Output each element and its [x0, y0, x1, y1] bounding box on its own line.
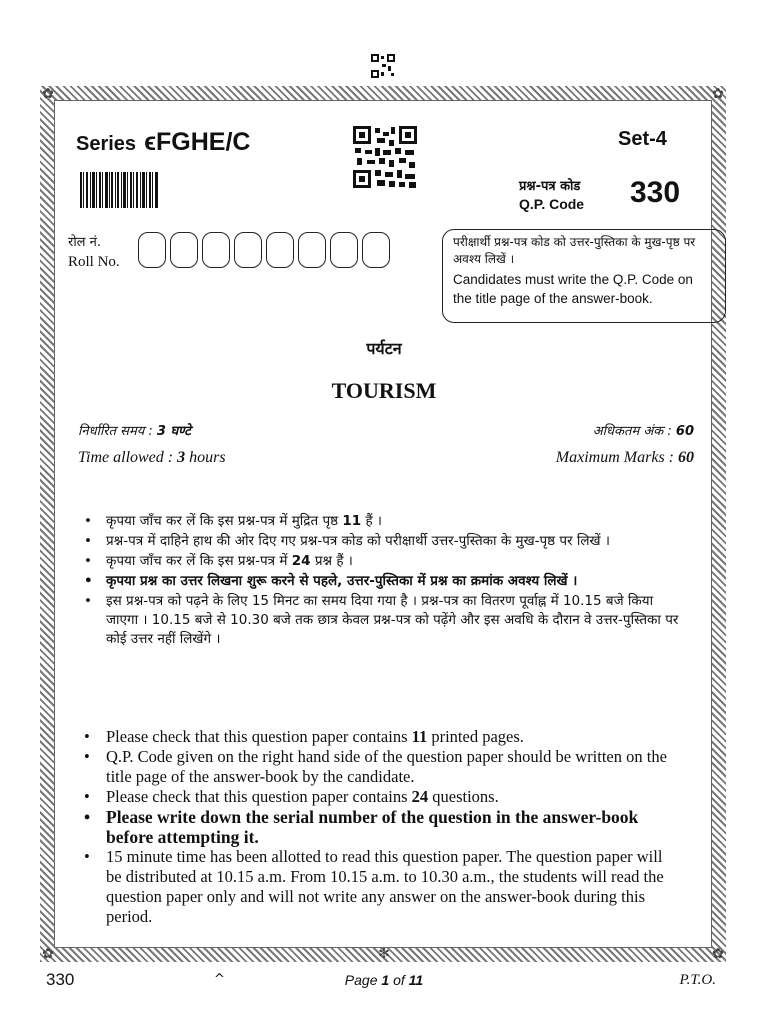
- subject-title-hindi: पर्यटन: [366, 339, 402, 358]
- instructions-english: [78, 727, 682, 927]
- footer-caret: ^: [214, 972, 225, 987]
- roll-digit-box: [266, 232, 294, 268]
- qp-code-label: Q.P. Code: [519, 196, 585, 212]
- series-line: [76, 128, 250, 157]
- roll-digit-box: [330, 232, 358, 268]
- center-ornament-icon: ✻: [378, 946, 390, 962]
- instruction-item: • Please write down the serial number of the question in the answer-book before attempting it.: [78, 807, 682, 847]
- qp-code-value: 330: [630, 176, 681, 209]
- instruction-item: • Please check that this question paper contains 24 questions.: [78, 787, 682, 807]
- time-value-hindi: 3 घण्टे: [156, 424, 191, 439]
- footer-qp-code: 330: [46, 970, 75, 989]
- marks-label-hindi: अधिकतम अंक :: [592, 424, 676, 439]
- instruction-item: • Please check that this question paper contains 11 printed pages.: [78, 727, 682, 747]
- roll-digit-box: [298, 232, 326, 268]
- max-marks: [556, 449, 694, 467]
- instruction-item: • इस प्रश्न-पत्र को पढ़ने के लिए 15 मिनट का समय दिया गया है । प्रश्न-पत्र का वितरण पूर्वाह्न में 10.15 बजे किया जाएगा । 10.15 बजे से 10.30 बजे तक छात्र केवल प्रश्न-पत्र को पढ़ेंगे और इस अवधि के दौरान वे उत्तर-पुस्तिका पर कोई उत्तर नहीं लिखेंगे ।: [78, 592, 682, 649]
- roll-label-hindi: रोल नं.: [68, 235, 101, 250]
- qr-code: [353, 126, 417, 188]
- marks-value: 60: [678, 449, 694, 466]
- notice-text-hindi: परीक्षार्थी प्रश्न-पत्र कोड को उत्तर-पुस्तिका के मुख-पृष्ठ पर अवश्य लिखें ।: [453, 235, 696, 266]
- time-allowed-hindi: [78, 421, 191, 439]
- barcode-graphic: [80, 172, 158, 208]
- subject-title: TOURISM: [331, 378, 437, 403]
- roll-digit-box: [362, 232, 390, 268]
- roll-digit-box: [170, 232, 198, 268]
- roll-digit-box: [138, 232, 166, 268]
- notice-text: Candidates must write the Q.P. Code on the title page of the answer-book.: [453, 272, 693, 306]
- instructions-hindi: [78, 512, 682, 650]
- max-marks-hindi: [593, 421, 694, 439]
- set-number: Set-4: [618, 128, 667, 150]
- corner-ornament-icon: ✿: [42, 946, 54, 962]
- instruction-item: • प्रश्न-पत्र में दाहिने हाथ की ओर दिए गए प्रश्न-पत्र कोड को परीक्षार्थी उत्तर-पुस्तिका के मुख-पृष्ठ पर लिखें ।: [78, 532, 682, 551]
- time-label: Time allowed :: [78, 449, 178, 466]
- corner-ornament-icon: ✿: [712, 86, 724, 102]
- instruction-item: • 15 minute time has been allotted to read this question paper. The question paper will be distributed at 10.15 a.m. From 10.15 a.m. to 10.30 a.m., the students will read the question paper only and will not write any answer on the answer-book during this period.: [78, 847, 682, 927]
- instruction-item: • कृपया जाँच कर लें कि इस प्रश्न-पत्र में मुद्रित पृष्ठ 11 हैं ।: [78, 512, 682, 531]
- series-code: ϵFGHE/C: [144, 128, 251, 156]
- corner-ornament-icon: ✿: [712, 946, 724, 962]
- pto-label: P.T.O.: [679, 972, 716, 988]
- qp-code-label-hindi: प्रश्न-पत्र कोड: [519, 179, 581, 194]
- time-label-hindi: निर्धारित समय :: [78, 424, 157, 439]
- roll-number-boxes: [138, 232, 394, 268]
- time-value: 3: [177, 449, 186, 466]
- qp-code-notice: [442, 229, 726, 323]
- small-qr-code: [371, 54, 395, 78]
- series-label: Series: [76, 133, 137, 155]
- roll-digit-box: [234, 232, 262, 268]
- marks-label: Maximum Marks :: [555, 449, 678, 466]
- instruction-item: • कृपया प्रश्न का उत्तर लिखना शुरू करने से पहले, उत्तर-पुस्तिका में प्रश्न का क्रमांक अवश्य लिखें ।: [78, 572, 682, 591]
- corner-ornament-icon: ✿: [42, 86, 54, 102]
- page-number: Page 1 of 11: [344, 972, 424, 988]
- instruction-item: • कृपया जाँच कर लें कि इस प्रश्न-पत्र में 24 प्रश्न हैं ।: [78, 552, 682, 571]
- roll-label: Roll No.: [68, 254, 120, 270]
- instruction-item: • Q.P. Code given on the right hand side of the question paper should be written on the title page of the answer-book by the candidate.: [78, 747, 682, 787]
- time-unit: hours: [185, 449, 226, 466]
- time-allowed: [78, 449, 226, 467]
- marks-value-hindi: 60: [675, 424, 694, 439]
- roll-digit-box: [202, 232, 230, 268]
